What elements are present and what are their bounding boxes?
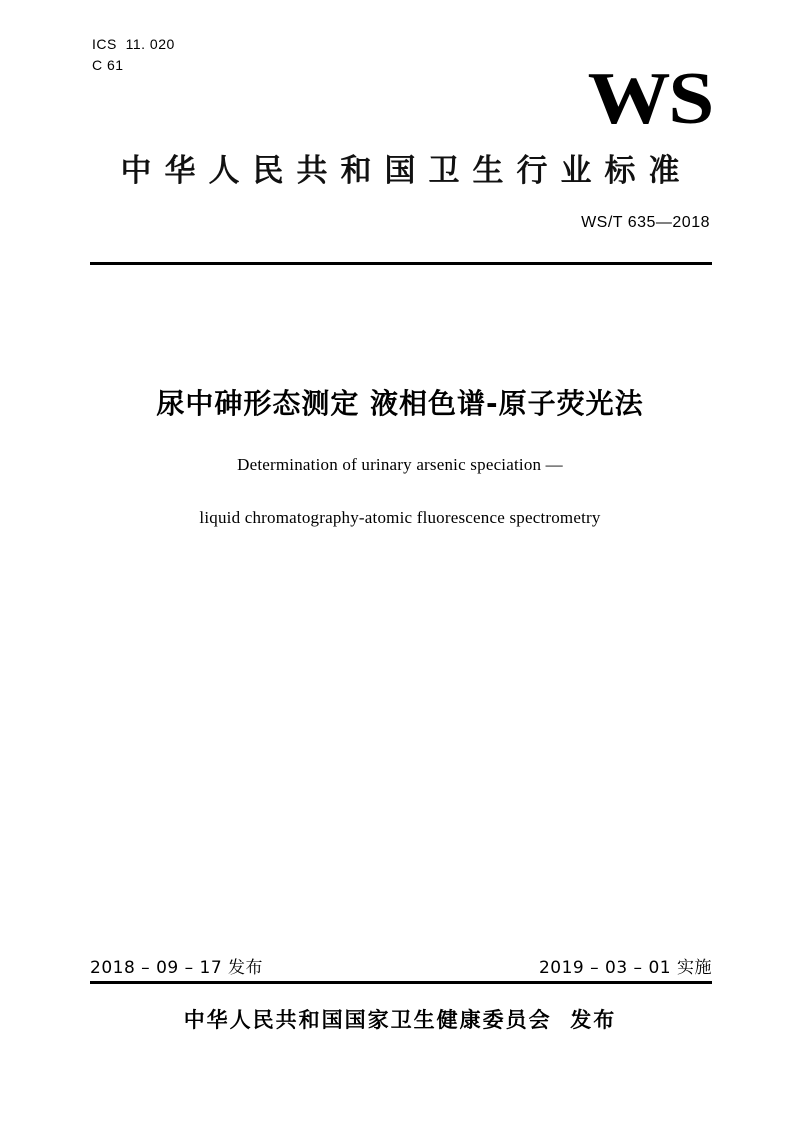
header-divider (90, 262, 712, 265)
publisher: 中华人民共和国国家卫生健康委员会 发布 (183, 1008, 617, 1032)
footer-divider (90, 981, 712, 984)
document-title-english-line1: Determination of urinary arsenic speciation — (237, 455, 563, 474)
ics-code: ICS 11. 020 (92, 36, 175, 52)
ws-logo: WS (587, 58, 712, 140)
document-title-chinese: 尿中砷形态测定 液相色谱-原子荧光法 (156, 387, 644, 420)
effective-date: 2019 – 03 – 01 实施 (538, 958, 712, 978)
classification-code: C 61 (92, 57, 124, 73)
date-row (90, 953, 712, 978)
document-title-english-line2: liquid chromatography-atomic fluorescence spectrometry (199, 508, 601, 527)
issue-date: 2018 – 09 – 17 发布 (90, 958, 264, 978)
classification-codes (92, 34, 175, 76)
standard-number: WS/T 635—2018 (581, 214, 710, 231)
header-chinese-title: 中华人民共和国卫生行业标准 (120, 153, 693, 189)
